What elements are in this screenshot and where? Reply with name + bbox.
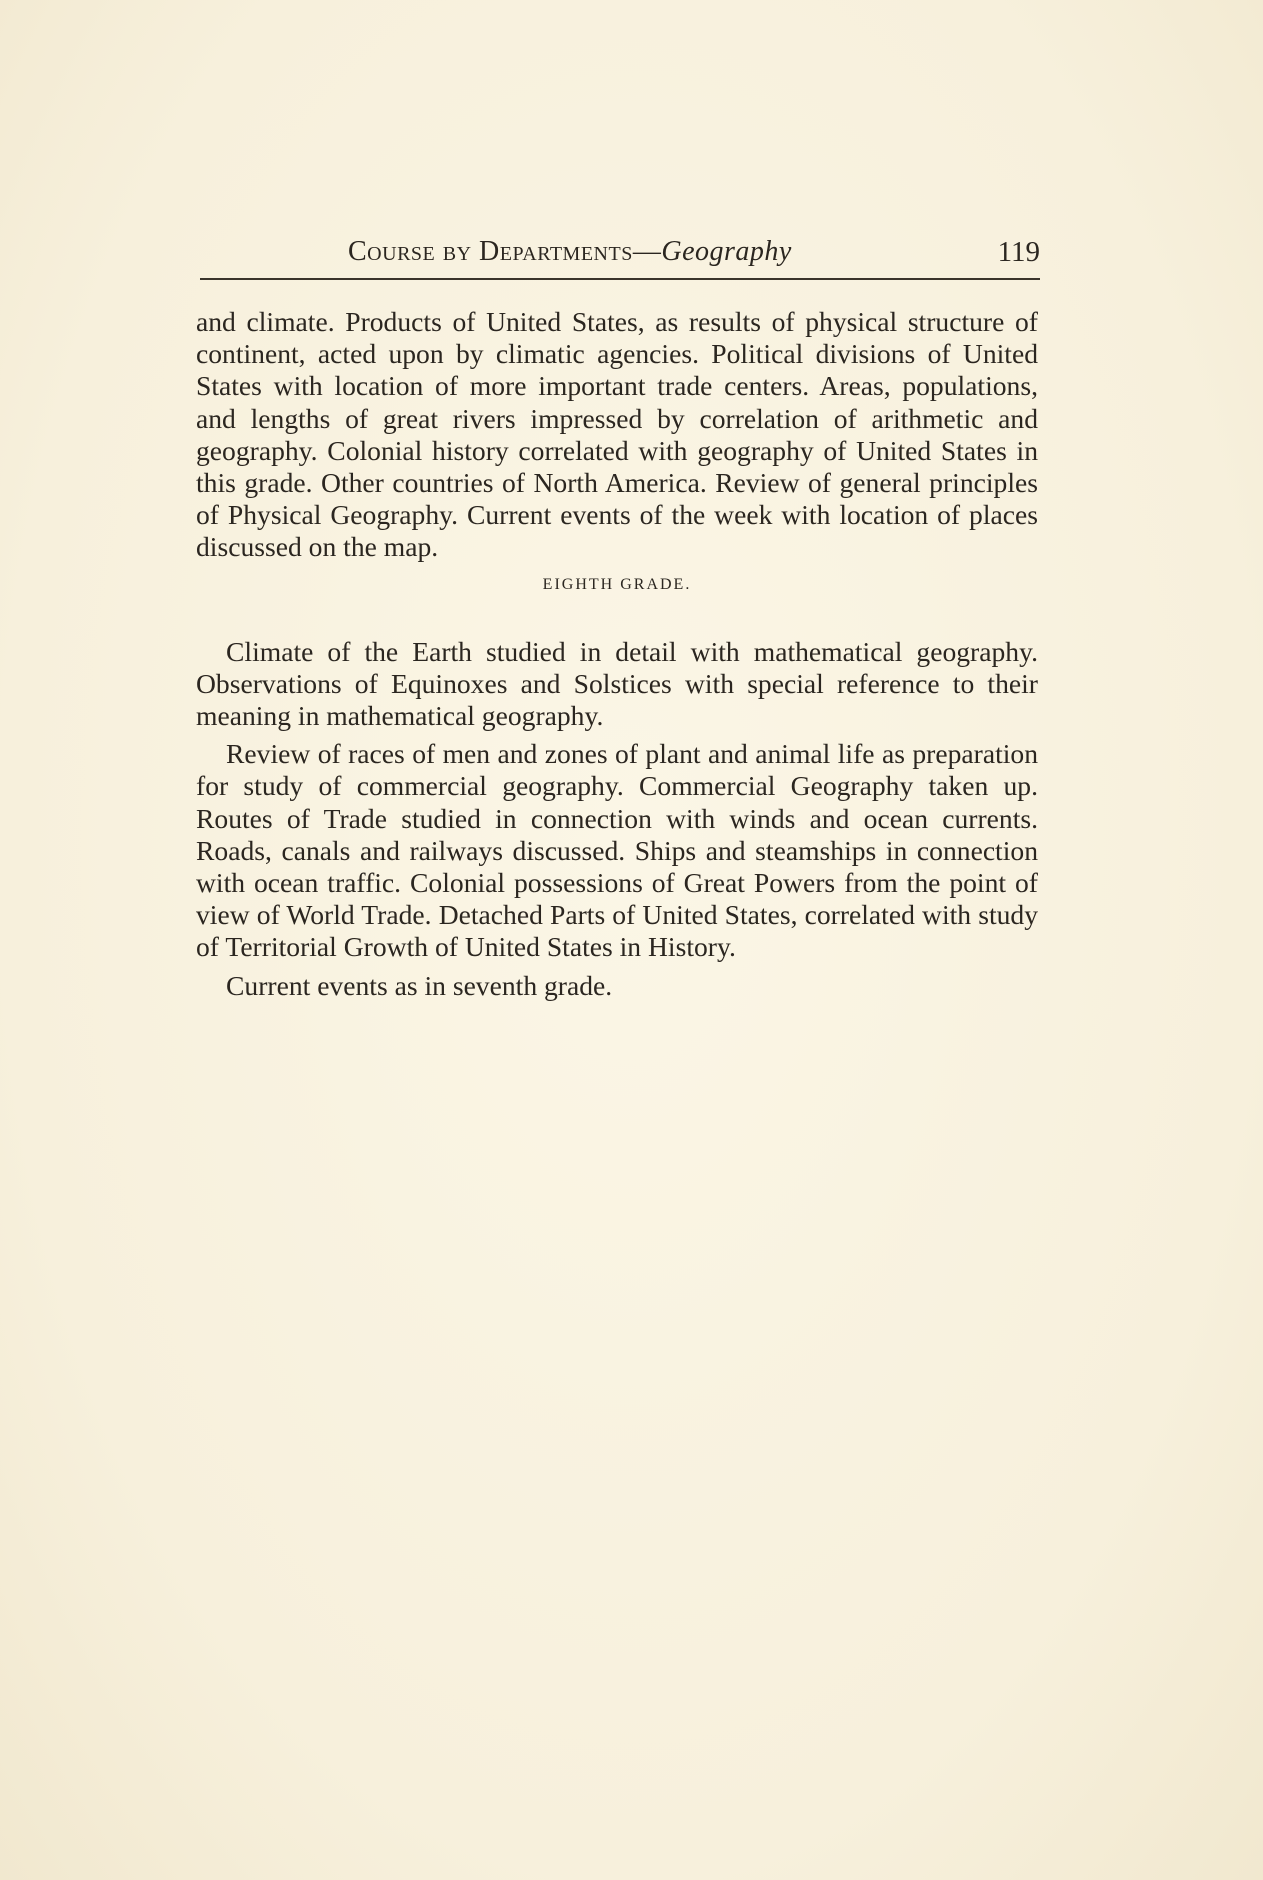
paragraph-commercial: Review of races of men and zones of plant and animal life as preparation for study of commercial geography. Commercial Geography taken up. Routes of Trade studied in connection with winds and ocean currents. Roads, canals and railways discussed. Ships and steamships in connection with ocean traffic. Colonial possessions of Great Powers from the point of view of World Trade. Detached Parts of United States, correlated with study of Territorial Growth of United States in History. [196,738,1038,963]
paragraph-climate: Climate of the Earth studied in detail with mathematical geography. Observations of Equinoxes and Solstices with special reference to their meaning in mathematical geography. [196,635,1038,732]
running-title-subject: Geography [661,236,792,267]
body-text [196,306,1038,1002]
running-header [200,236,1040,276]
paragraph-current-events: Current events as in seventh grade. [226,969,613,1001]
paragraph-continued: and climate. Products of United States, as results of physical structure of continent, acted upon by climatic agencies. Political divisions of United States with location of more important trade centers. Areas, populations, and lengths of great rivers impressed by correlation of arithmetic and geography. Colonial history correlated with geography of United States in this grade. Other countries of North America. Review of general principles of Physical Geography. Current events of the week with location of places discussed on the map. [196,306,1038,563]
page-number: 119 [997,236,1040,268]
running-title-main: Course by Departments— [348,236,662,267]
header-rule [200,278,1040,280]
running-title [348,236,792,268]
section-heading: EIGHTH GRADE. [542,575,692,593]
